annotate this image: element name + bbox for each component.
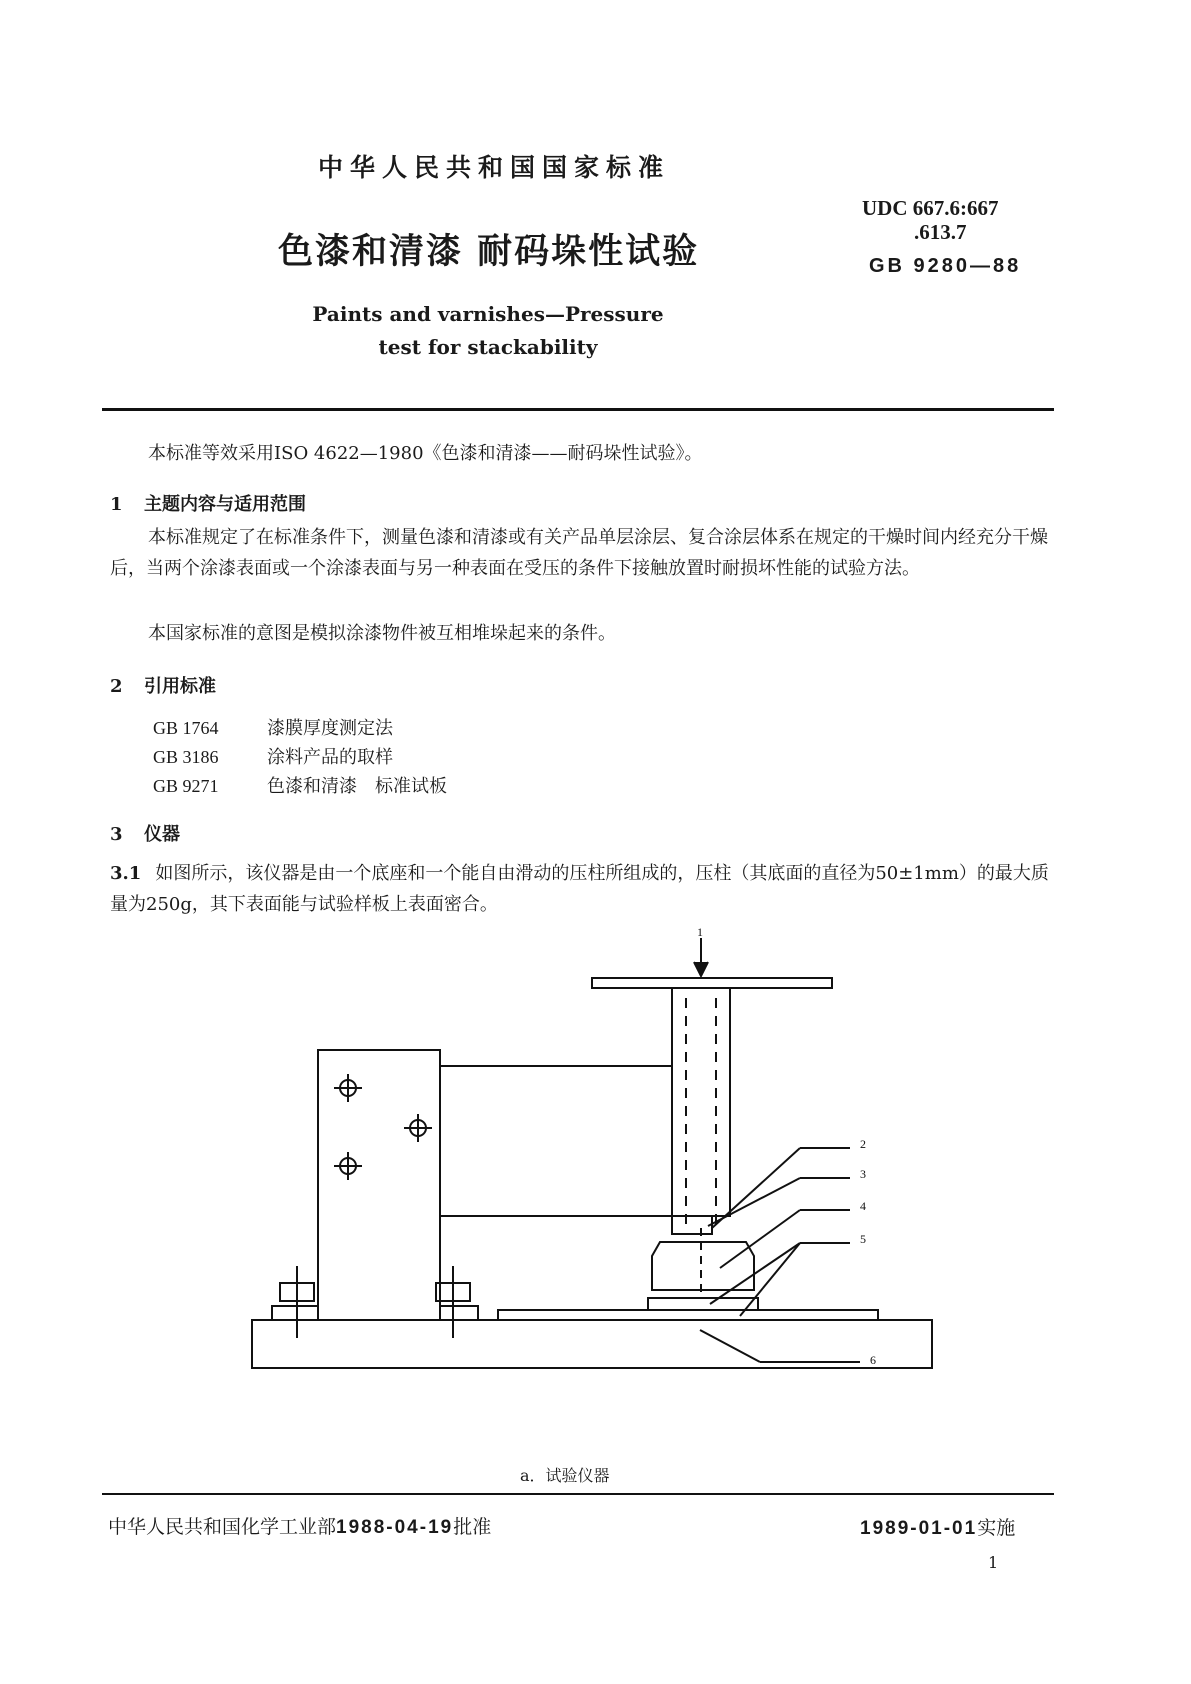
- label-3: 3: [860, 1167, 866, 1181]
- footer-divider: [102, 1493, 1054, 1495]
- label-6: 6: [870, 1353, 876, 1367]
- section-3-1-number: 3.1: [110, 863, 142, 884]
- column-tip: [672, 1216, 712, 1234]
- section-1-para-1: 本标准规定了在标准条件下，测量色漆和清漆或有关产品单层涂层、复合涂层体系在规定的干燥时间内经充分干燥后，当两个涂漆表面或一个涂漆表面与另一种表面在受压的条件下接触放置时耐损坏性能的试验方法。: [110, 527, 1048, 579]
- base-plate: [252, 1320, 932, 1368]
- section-1-para-2: 本国家标准的意图是模拟涂漆物件被互相堆垛起来的条件。: [148, 623, 616, 644]
- section-3-number: 3: [110, 824, 123, 845]
- section-3-title: 仪器: [144, 824, 180, 845]
- standard-title-en: [310, 298, 666, 364]
- loading-plate: [592, 978, 832, 988]
- specimen-plate: [498, 1310, 878, 1320]
- approval-authority: 中华人民共和国化学工业部: [108, 1516, 337, 1538]
- gb-number: GB 9280—88: [869, 255, 1022, 277]
- frame-arm: [440, 1066, 672, 1216]
- approval-date: 1988-04-19: [336, 1517, 454, 1538]
- title-en-line1: Paints and varnishes—Pressure: [312, 302, 664, 326]
- reference-item: [153, 772, 447, 801]
- section-1-number: 1: [110, 494, 123, 515]
- section-2-title: 引用标准: [144, 676, 216, 697]
- section-1-heading: [110, 490, 306, 516]
- header-divider: [102, 408, 1054, 411]
- section-2-number: 2: [110, 676, 123, 697]
- label-4: 4: [860, 1199, 866, 1213]
- reference-item: [153, 743, 447, 772]
- issuing-authority-heading: 中华人民共和国国家标准: [318, 153, 671, 182]
- weight-block: [652, 1242, 754, 1290]
- section-1-title: 主题内容与适用范围: [144, 494, 306, 515]
- section-3-1-text: 如图所示，该仪器是由一个底座和一个能自由滑动的压柱所组成的，压柱（其底面的直径为50±1mm）的最大质量为250g，其下表面能与试验样板上表面密合。: [110, 863, 1049, 915]
- label-2: 2: [860, 1137, 866, 1151]
- effective-date: 1989-01-01: [860, 1518, 978, 1539]
- reference-code: GB 9271: [153, 776, 219, 796]
- udc-line1: UDC 667.6:667: [862, 196, 999, 220]
- page-number: 1: [988, 1553, 999, 1572]
- apparatus-figure: [240, 925, 960, 1458]
- test-panel: [648, 1298, 758, 1310]
- intro-paragraph: 本标准等效采用ISO 4622—1980《色漆和清漆——耐码垛性试验》。: [148, 443, 703, 464]
- udc-line2: .613.7: [914, 220, 967, 244]
- approval-line: [108, 1512, 491, 1539]
- label-5: 5: [860, 1232, 866, 1246]
- reference-name: 涂料产品的取样: [267, 747, 393, 768]
- reference-name: 漆膜厚度测定法: [267, 718, 393, 739]
- section-2-heading: [110, 672, 216, 698]
- title-en-line2: test for stackability: [378, 335, 598, 359]
- udc-code: [862, 196, 999, 244]
- reference-list: [153, 714, 447, 801]
- section-3-heading: [110, 820, 180, 846]
- section-3-1-paragraph: [110, 858, 1055, 920]
- reference-name: 色漆和清漆 标准试板: [267, 776, 447, 797]
- sliding-column: [672, 988, 730, 1216]
- standard-title-cn: 色漆和清漆 耐码垛性试验: [278, 231, 700, 272]
- effective-suffix: 实施: [977, 1517, 1016, 1539]
- effective-line: [860, 1513, 1015, 1540]
- reference-code: GB 1764: [153, 718, 219, 738]
- frame-upright: [318, 1050, 440, 1320]
- figure-caption: a．试验仪器: [520, 1466, 610, 1485]
- label-1: 1: [697, 925, 703, 939]
- reference-item: [153, 714, 447, 743]
- approval-suffix: 批准: [453, 1516, 492, 1538]
- reference-code: GB 3186: [153, 747, 219, 767]
